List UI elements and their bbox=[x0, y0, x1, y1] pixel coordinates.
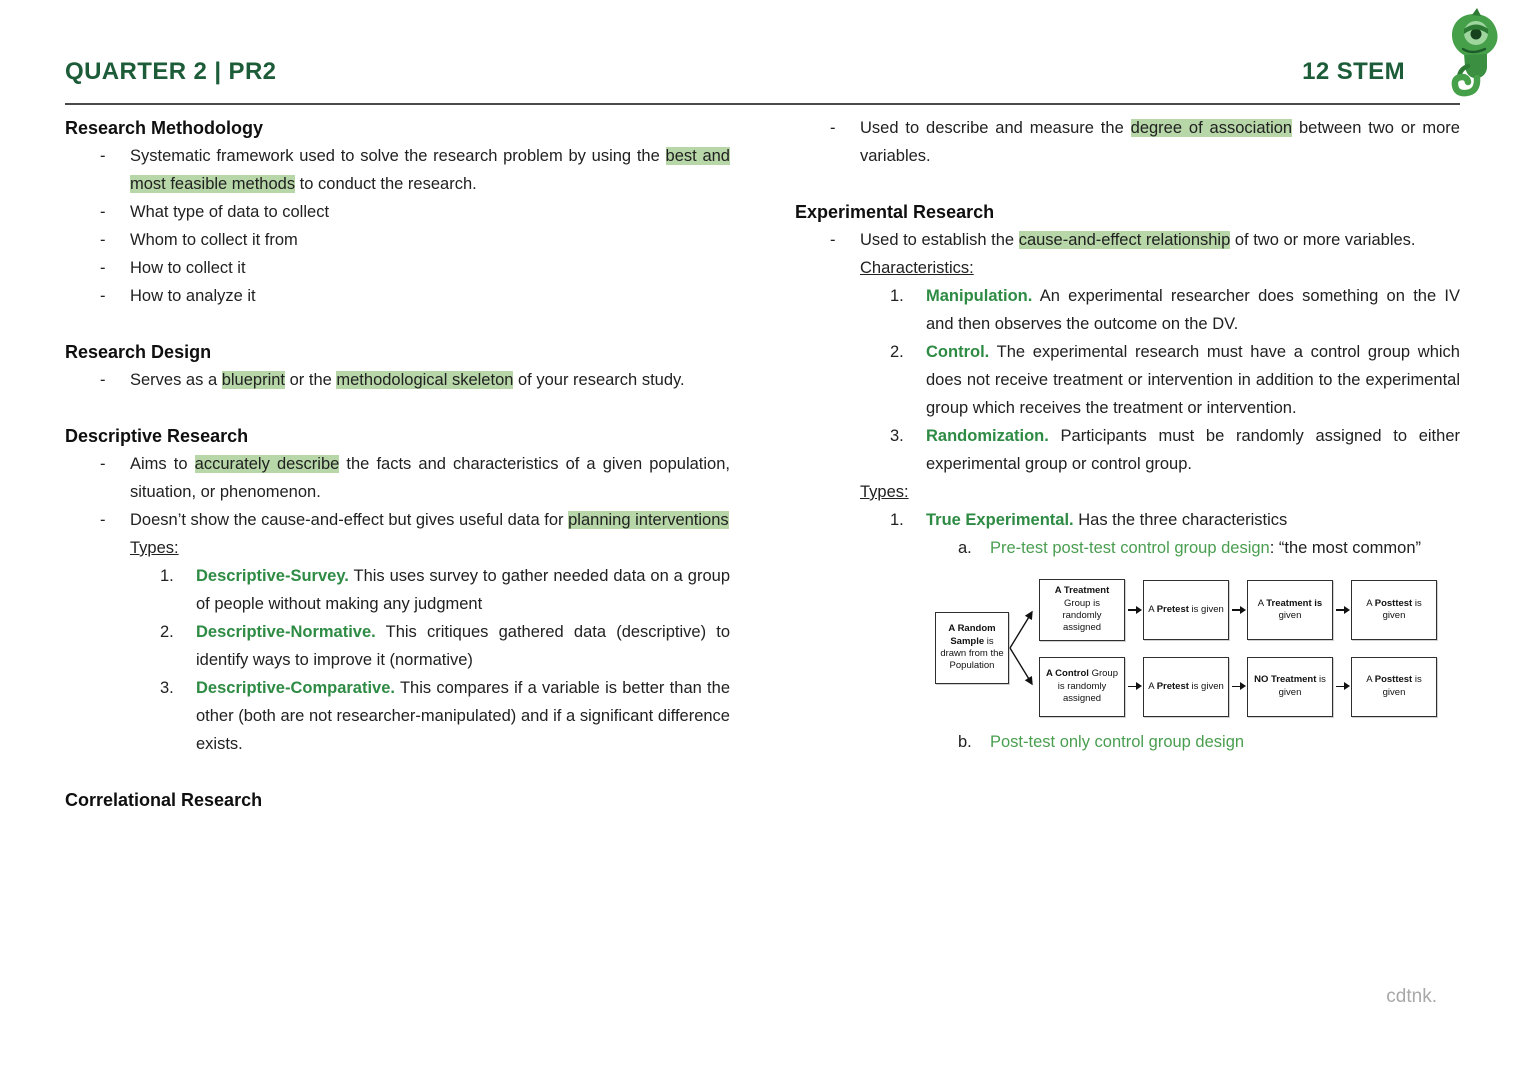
item-number: 3. bbox=[890, 427, 904, 445]
diagram-box-text: A Treatment is given bbox=[1257, 597, 1323, 621]
item-number: 2. bbox=[160, 623, 174, 641]
bullet-dash: - bbox=[100, 287, 106, 305]
diagram-box-text: A Pretest is given bbox=[1148, 680, 1224, 692]
diagram-box-text: A Posttest is given bbox=[1366, 597, 1422, 621]
bullet-item bbox=[65, 450, 730, 506]
right-column bbox=[795, 114, 1460, 814]
diagram-box-posttest bbox=[1351, 580, 1437, 640]
pretest-posttest-design-flow-diagram bbox=[935, 576, 1460, 720]
item-letter: b. bbox=[958, 733, 972, 751]
item-number: 1. bbox=[890, 287, 904, 305]
page-title: QUARTER 2 | PR2 bbox=[65, 58, 277, 85]
bullet-text: Used to establish the cause-and-effect relationship of two or more variables. bbox=[860, 231, 1416, 249]
bullet-dash: - bbox=[100, 147, 106, 165]
diagram-box-text: A Posttest is given bbox=[1366, 674, 1422, 698]
diagram-box-pretest bbox=[1143, 580, 1229, 640]
bullet-dash: - bbox=[830, 231, 836, 249]
numbered-item-text: Control. The experimental research must have a control group which does not receive treatment or intervention in addition to the experimental group which receives the treatment or intervention. bbox=[926, 343, 1460, 417]
diagram-box-text: A Random Sample is drawn from the Population bbox=[940, 623, 1004, 672]
heading-descriptive-research: Descriptive Research bbox=[65, 426, 249, 446]
diagram-box-treatment-given bbox=[1247, 580, 1333, 640]
types-label: Types: bbox=[130, 539, 179, 557]
bullet-text: Systematic framework used to solve the research problem by using the best and most feasible methods to conduct the research. bbox=[130, 147, 730, 193]
watermark: cdtnk. bbox=[1386, 986, 1437, 1007]
diagram-box-text: A Treatment Group is randomly assigned bbox=[1054, 585, 1110, 634]
numbered-item bbox=[160, 562, 730, 618]
bullet-item bbox=[65, 506, 730, 534]
lettered-item-text: Post-test only control group design bbox=[990, 733, 1245, 751]
item-number: 2. bbox=[890, 343, 904, 361]
numbered-item-text: True Experimental. Has the three characteristics bbox=[926, 511, 1288, 529]
bullet-item bbox=[65, 226, 730, 254]
arrow-right-icon bbox=[1232, 686, 1244, 688]
diagram-box-random-sample bbox=[935, 612, 1009, 684]
diagram-rows bbox=[1039, 579, 1460, 716]
bullet-dash: - bbox=[100, 371, 106, 389]
numbered-item bbox=[890, 422, 1460, 478]
diagram-box-text: A Control Group is randomly assigned bbox=[1046, 668, 1118, 704]
diagram-box-posttest bbox=[1351, 657, 1437, 717]
arrow-right-icon bbox=[1336, 686, 1348, 688]
bullet-item bbox=[65, 254, 730, 282]
bullet-item bbox=[65, 282, 730, 310]
bullet-dash: - bbox=[830, 119, 836, 137]
treatment-group-row bbox=[1039, 579, 1460, 640]
numbered-item bbox=[160, 618, 730, 674]
bullet-item bbox=[65, 142, 730, 198]
characteristics-label: Characteristics: bbox=[860, 259, 974, 277]
bullet-dash: - bbox=[100, 455, 106, 473]
bullet-text: Serves as a blueprint or the methodological skeleton of your research study. bbox=[130, 371, 685, 389]
bullet-dash: - bbox=[100, 203, 106, 221]
item-letter: a. bbox=[958, 539, 972, 557]
numbered-item bbox=[160, 674, 730, 758]
bullet-text: Whom to collect it from bbox=[130, 231, 298, 249]
arrow-right-icon bbox=[1232, 609, 1244, 611]
bullet-item bbox=[65, 198, 730, 226]
bullet-text: What type of data to collect bbox=[130, 203, 330, 221]
bullet-dash: - bbox=[100, 511, 106, 529]
lettered-item bbox=[958, 534, 1460, 562]
numbered-item bbox=[890, 338, 1460, 422]
lettered-item-text: Pre-test post-test control group design: “the most common” bbox=[990, 539, 1422, 557]
chameleon-mascot-icon bbox=[1439, 8, 1509, 98]
bullet-text: Used to describe and measure the degree of association between two or more variables. bbox=[860, 119, 1460, 165]
heading-research-design: Research Design bbox=[65, 342, 212, 362]
bullet-text: How to analyze it bbox=[130, 287, 256, 305]
lettered-item bbox=[958, 728, 1460, 756]
bullet-text: Aims to accurately describe the facts and characteristics of a given population, situation, or phenomenon. bbox=[130, 455, 730, 501]
bullet-item bbox=[795, 226, 1460, 254]
numbered-item-text: Descriptive-Survey. This uses survey to gather needed data on a group of people without making any judgment bbox=[196, 567, 730, 613]
control-group-row bbox=[1039, 657, 1460, 717]
item-number: 3. bbox=[160, 679, 174, 697]
numbered-item-text: Manipulation. An experimental researcher does something on the IV and then observes the outcome on the DV. bbox=[926, 287, 1460, 333]
bullet-text: How to collect it bbox=[130, 259, 246, 277]
numbered-item bbox=[890, 506, 1460, 534]
arrow-right-icon bbox=[1128, 609, 1140, 611]
item-number: 1. bbox=[890, 511, 904, 529]
grade-level-label: 12 STEM bbox=[1302, 58, 1405, 85]
diagram-box-control-group bbox=[1039, 657, 1125, 717]
diagram-box-text: NO Treatment is given bbox=[1254, 674, 1326, 698]
heading-correlational-research: Correlational Research bbox=[65, 790, 263, 810]
bullet-item bbox=[795, 114, 1460, 170]
arrow-right-icon bbox=[1128, 686, 1140, 688]
page-header bbox=[65, 58, 1405, 86]
left-column bbox=[65, 114, 730, 814]
numbered-item-text: Randomization. Participants must be randomly assigned to either experimental group or control group. bbox=[926, 427, 1460, 473]
bullet-text: Doesn’t show the cause-and-effect but gives useful data for planning interventions bbox=[130, 511, 729, 529]
bullet-dash: - bbox=[100, 259, 106, 277]
header-divider bbox=[65, 103, 1460, 105]
types-label: Types: bbox=[860, 483, 909, 501]
bullet-dash: - bbox=[100, 231, 106, 249]
branch-arrows-icon bbox=[1009, 576, 1039, 720]
numbered-item-text: Descriptive-Comparative. This compares if a variable is better than the other (both are not researcher-manipulated) and if a significant difference exists. bbox=[196, 679, 730, 753]
content-columns bbox=[65, 114, 1460, 814]
diagram-box-treatment-group bbox=[1039, 579, 1125, 640]
heading-experimental-research: Experimental Research bbox=[795, 202, 995, 222]
diagram-box-no-treatment bbox=[1247, 657, 1333, 717]
numbered-item bbox=[890, 282, 1460, 338]
diagram-box-text: A Pretest is given bbox=[1148, 603, 1224, 615]
arrow-right-icon bbox=[1336, 609, 1348, 611]
numbered-item-text: Descriptive-Normative. This critiques gathered data (descriptive) to identify ways to improve it (normative) bbox=[196, 623, 730, 669]
item-number: 1. bbox=[160, 567, 174, 585]
bullet-item bbox=[65, 366, 730, 394]
diagram-box-pretest bbox=[1143, 657, 1229, 717]
heading-research-methodology: Research Methodology bbox=[65, 118, 264, 138]
